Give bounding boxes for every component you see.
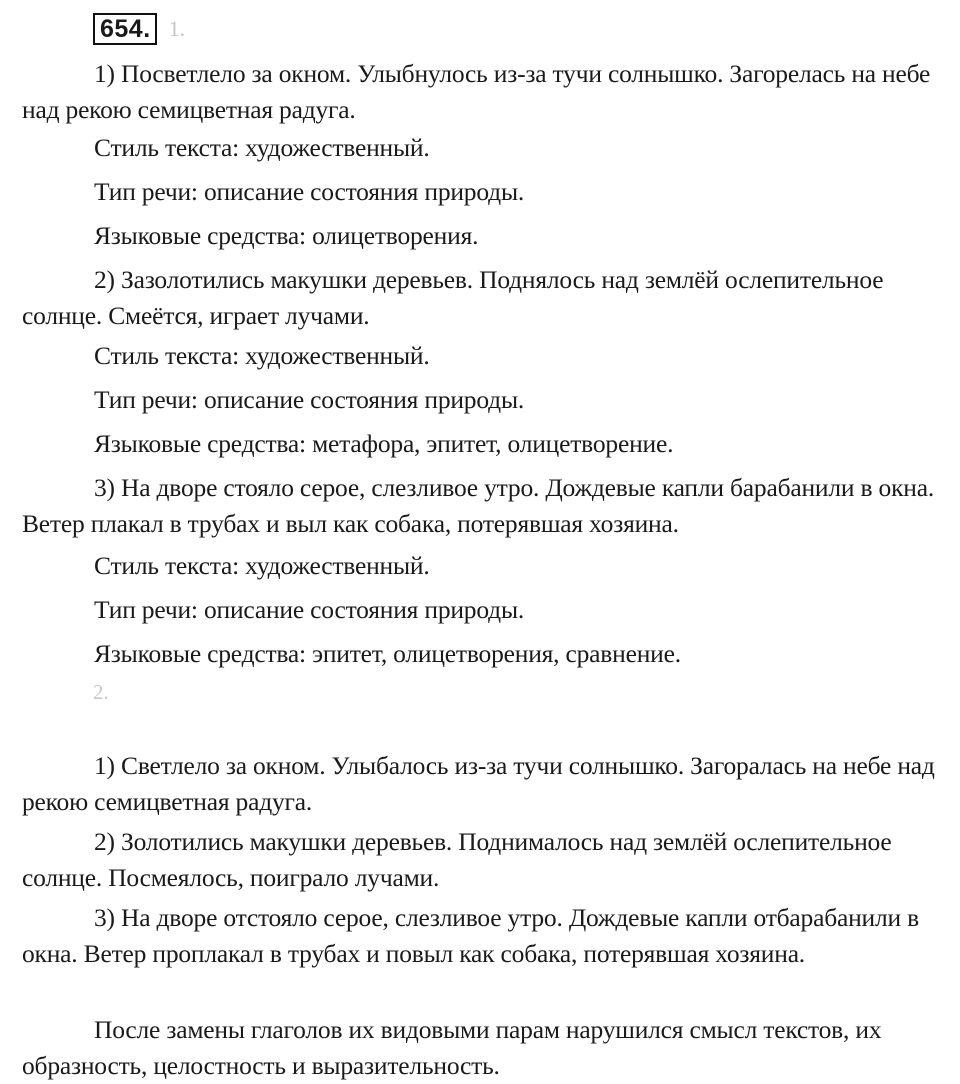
part1-text3-passage-block (22, 470, 947, 542)
part1-text1-passage: 1) Посветлело за окном. Улыбнулось из-за тучи солнышко. Загорелась на небе над рекою семицветная радуга. (22, 59, 931, 124)
part1-text3-means: Языковые средства: эпитет, олицетворения, сравнение. (94, 639, 681, 668)
exercise-header (93, 12, 185, 46)
part1-text3-style: Стиль текста: художественный. (94, 551, 430, 580)
part2-text2-block (22, 824, 947, 896)
part2-text3: 3) На дворе отстояло серое, слезливое утро. Дождевые капли отбарабанили в окна. Ветер проплакал в трубах и повыл как собака, потерявшая хозяина. (22, 903, 919, 968)
part1-text1-style: Стиль текста: художественный. (94, 133, 430, 162)
part1-text3-speech-type: Тип речи: описание состояния природы. (94, 595, 525, 624)
part1-text3-passage: 3) На дворе стояло серое, слезливое утро. Дождевые капли барабанили в окна. Ветер плакал в трубах и выл как собака, потерявшая хозяина. (22, 473, 934, 538)
part1-text2-passage-block (22, 262, 947, 334)
part1-text2-means: Языковые средства: метафора, эпитет, олицетворение. (94, 429, 674, 458)
conclusion-block (22, 1012, 947, 1084)
part-two-marker: 2. (93, 680, 109, 704)
conclusion: После замены глаголов их видовыми парам нарушился смысл текстов, их образность, целостность и выразительность. (22, 1015, 882, 1080)
part1-text2-speech-type: Тип речи: описание состояния природы. (94, 385, 525, 414)
part1-text2-passage: 2) Зазолотились макушки деревьев. Поднялось над землёй ослепительное солнце. Смеётся, играет лучами. (22, 265, 884, 330)
part1-text1-speech-type: Тип речи: описание состояния природы. (94, 177, 525, 206)
part1-text1-means: Языковые средства: олицетворения. (94, 221, 479, 250)
part1-text2-style: Стиль текста: художественный. (94, 341, 430, 370)
part2-text3-block (22, 900, 947, 972)
part2-text1: 1) Светлело за окном. Улыбалось из-за тучи солнышко. Загоралась на небе над рекою семицветная радуга. (22, 751, 935, 816)
exercise-number: 654. (93, 13, 157, 45)
part1-text1-passage-block (22, 56, 947, 128)
part2-text2: 2) Золотились макушки деревьев. Поднималось над землёй ослепительное солнце. Посмеялось, поиграло лучами. (22, 827, 892, 892)
part-one-marker: 1. (168, 16, 186, 41)
part2-text1-block (22, 748, 947, 820)
